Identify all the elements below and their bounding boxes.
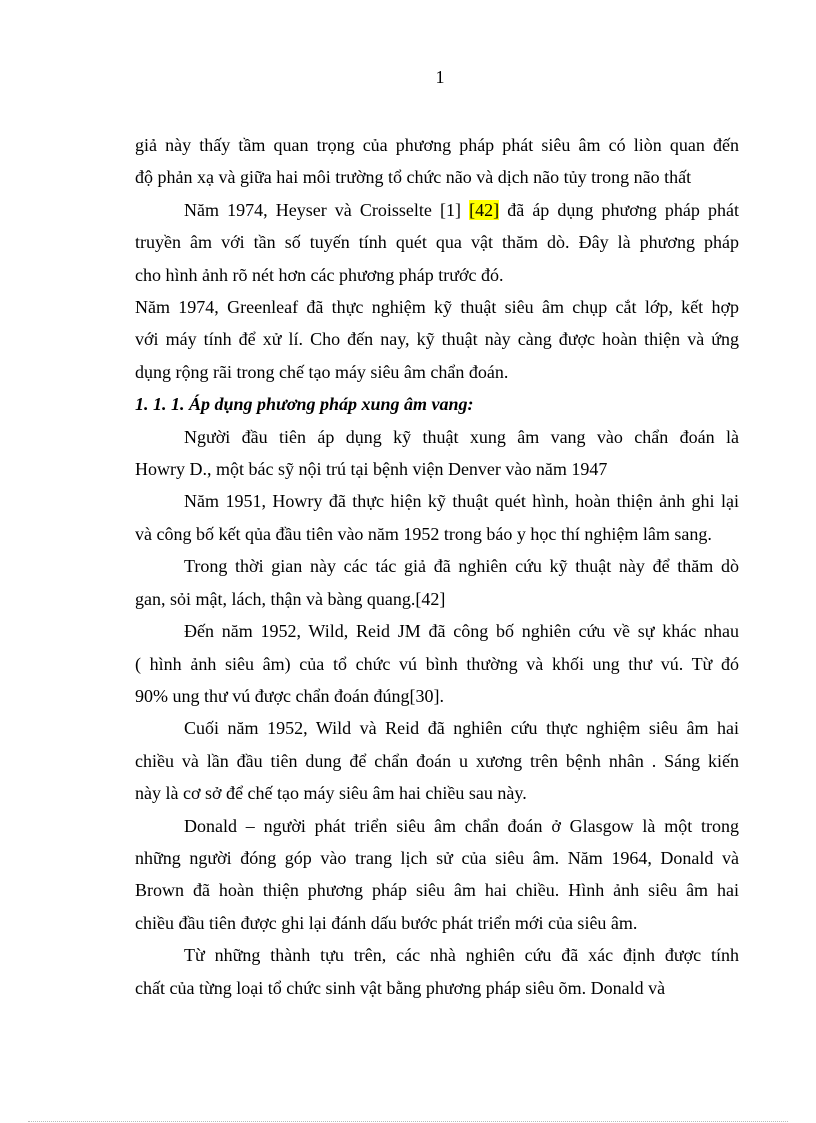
- text-line: chất của từng loại tổ chức sinh vật bằng phương pháp siêu õm. Donald và: [135, 977, 666, 998]
- text-line: Donald – người phát triển siêu âm chẩn đoán ở Glasgow là một trong: [184, 815, 739, 836]
- text-line: cho hình ảnh rõ nét hơn các phương pháp trước đó.: [135, 264, 504, 285]
- text-line: chiều đầu tiên được ghi lại đánh dấu bước phát triển mới của siêu âm.: [135, 912, 638, 933]
- text-line: này là cơ sở để chế tạo máy siêu âm hai chiều sau này.: [135, 783, 527, 804]
- text-line: những người đóng góp vào trang lịch sử của siêu âm. Năm 1964, Donald và: [135, 847, 739, 868]
- text-segment: đã áp dụng phương pháp phát: [499, 199, 740, 220]
- text-line: Năm 1974, Greenleaf đã thực nghiệm kỹ thuật siêu âm chụp cắt lớp, kết hợp: [135, 297, 739, 318]
- text-line: với máy tính để xử lí. Cho đến nay, kỹ thuật này càng được hoàn thiện và ứng: [135, 329, 739, 350]
- text-segment: Năm 1974, Heyser và Croisselte [1]: [184, 199, 470, 220]
- text-line: Năm 1951, Howry đã thực hiện kỹ thuật quét hình, hoàn thiện ảnh ghi lại: [184, 491, 739, 512]
- text-line: truyền âm với tần số tuyến tính quét qua vật thăm dò. Đây là phương pháp: [135, 232, 739, 253]
- text-line: Trong thời gian này các tác giả đã nghiên cứu kỹ thuật này để thăm dò: [184, 556, 739, 577]
- highlighted-citation: [42]: [469, 199, 500, 220]
- text-line: Cuối năm 1952, Wild và Reid đã nghiên cứu thực nghiệm siêu âm hai: [184, 718, 739, 739]
- text-line: Brown đã hoàn thiện phương pháp siêu âm hai chiều. Hình ảnh siêu âm hai: [135, 880, 739, 901]
- text-line: giả này thấy tầm quan trọng của phương pháp phát siêu âm có liòn quan đến: [135, 135, 739, 155]
- text-line: và công bố kết qủa đầu tiên vào năm 1952 trong báo y học thí nghiệm lâm sang.: [135, 523, 712, 544]
- page-bottom-divider: [28, 1121, 788, 1122]
- text-line: Howry D., một bác sỹ nội trú tại bệnh viện Denver vào năm 1947: [135, 459, 608, 480]
- text-line: [135, 194, 739, 226]
- page-number: 1: [435, 67, 445, 87]
- text-line: Đến năm 1952, Wild, Reid JM đã công bố nghiên cứu về sự khác nhau: [184, 621, 739, 642]
- text-line: Người đầu tiên áp dụng kỹ thuật xung âm vang vào chẩn đoán là: [184, 426, 739, 447]
- text-line: độ phản xạ và giữa hai môi trường tổ chức não và dịch não tủy trong não thất: [135, 167, 692, 188]
- body-text: [135, 129, 739, 1004]
- text-line: gan, sỏi mật, lách, thận và bàng quang.[42]: [135, 588, 446, 609]
- text-line: dụng rộng rãi trong chế tạo máy siêu âm chẩn đoán.: [135, 361, 509, 382]
- text-line: ( hình ảnh siêu âm) của tổ chức vú bình thường và khối ung thư vú. Từ đó: [135, 653, 739, 674]
- section-heading: 1. 1. 1. Áp dụng phương pháp xung âm vang:: [135, 394, 474, 415]
- text-line: 90% ung thư vú được chẩn đoán đúng[30].: [135, 685, 444, 706]
- text-line: chiều và lần đầu tiên dung để chẩn đoán u xương trên bệnh nhân . Sáng kiến: [135, 750, 739, 771]
- text-line: Từ những thành tựu trên, các nhà nghiên cứu đã xác định được tính: [184, 945, 739, 966]
